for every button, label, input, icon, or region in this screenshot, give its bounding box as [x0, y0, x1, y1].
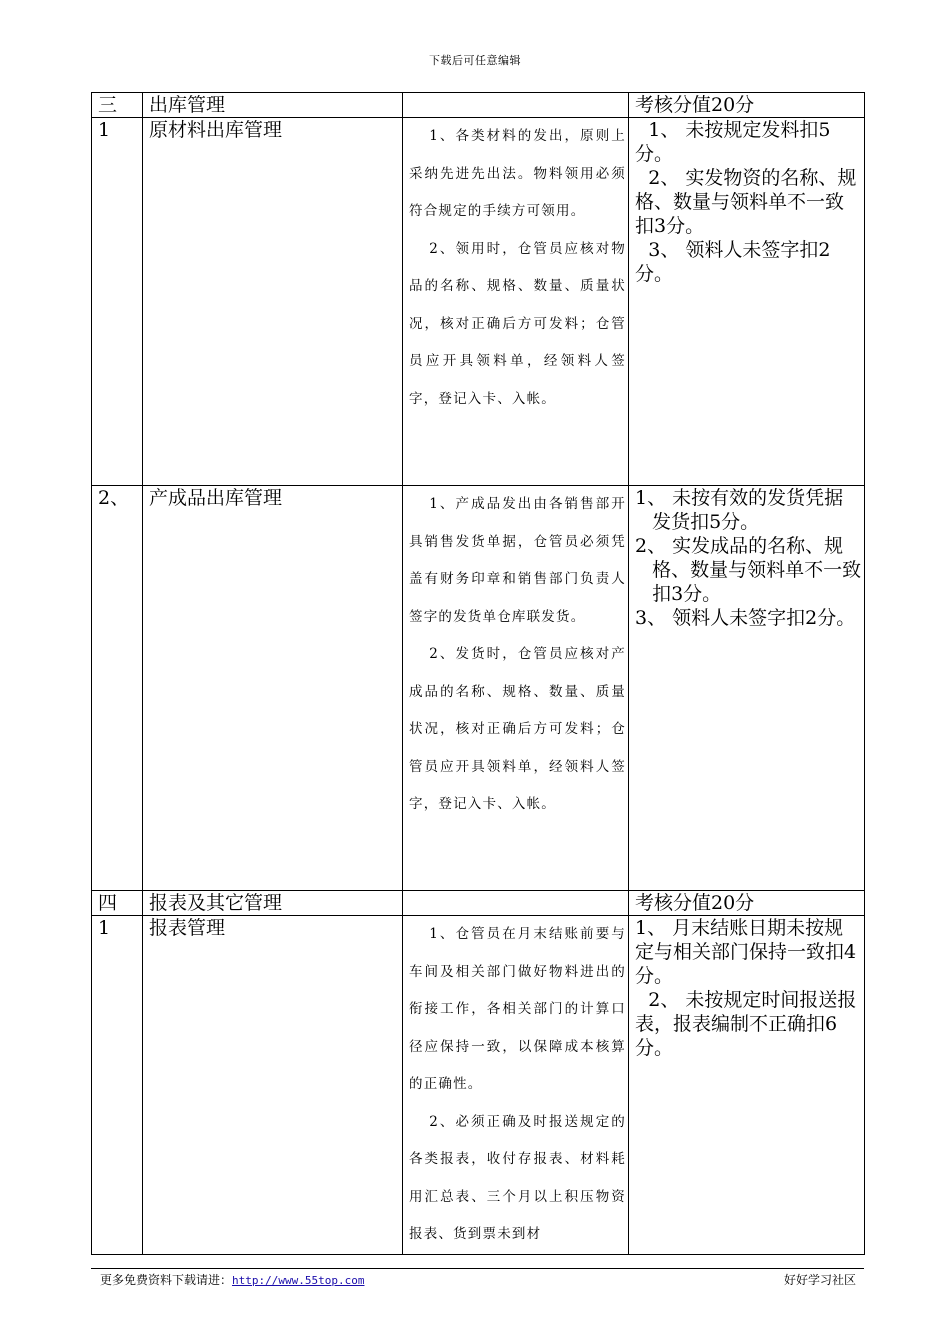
page-header-note: 下载后可任意编辑 [429, 54, 521, 67]
requirement-paragraph: 1、仓管员在月末结账前要与车间及相关部门做好物料进出的衔接工作，各相关部门的计算口径应保持一致，以保障成本核算的正确性。 [409, 926, 626, 1092]
section-title: 出库管理 [143, 93, 403, 118]
section-empty-cell [403, 891, 629, 916]
table-row [92, 118, 865, 486]
section-number: 四 [92, 891, 143, 916]
score-item: 1、 未按规定发料扣5分。 [635, 119, 831, 165]
row-scores [629, 118, 865, 486]
score-item: 2、 实发物资的名称、规格、数量与领料单不一致扣3分。 [635, 167, 857, 237]
section-number: 三 [92, 93, 143, 118]
row-number: 1 [92, 916, 143, 1255]
section-score: 考核分值20分 [629, 891, 865, 916]
row-scores [629, 916, 865, 1255]
row-title: 产成品出库管理 [143, 486, 403, 891]
section-score: 考核分值20分 [629, 93, 865, 118]
row-number: 2、 [92, 486, 143, 891]
score-item: 3、 领料人未签字扣2分。 [635, 239, 831, 285]
table-row [92, 486, 865, 891]
assessment-table [91, 92, 865, 1255]
row-number: 1 [92, 118, 143, 486]
footer-left [100, 1271, 364, 1288]
row-requirements [403, 916, 629, 1255]
section-empty-cell [403, 93, 629, 118]
section-title: 报表及其它管理 [143, 891, 403, 916]
footer-text: 更多免费资料下载请进： [100, 1273, 233, 1287]
row-title: 原材料出库管理 [143, 118, 403, 486]
score-item: 3、 领料人未签字扣2分。 [635, 607, 856, 629]
section-header-row [92, 891, 865, 916]
row-requirements [403, 118, 629, 486]
score-item: 2、 未按规定时间报送报表，报表编制不正确扣6分。 [635, 989, 857, 1059]
row-title: 报表管理 [143, 916, 403, 1255]
row-scores [629, 486, 865, 891]
requirement-paragraph: 1、产成品发出由各销售部开具销售发货单据，仓管员必须凭盖有财务印章和销售部门负责人签字的发货单仓库联发货。 [409, 496, 626, 625]
footer-right-text: 好好学习社区 [783, 1273, 856, 1287]
requirement-paragraph: 2、领用时，仓管员应核对物品的名称、规格、数量、质量状况，核对正确后方可发料；仓管员应开具领料单，经领料人签字，登记入卡、入帐。 [409, 240, 626, 407]
requirement-paragraph: 2、发货时，仓管员应核对产成品的名称、规格、数量、质量状况，核对正确后方可发料；仓管员应开具领料单，经领料人签字，登记入卡、入帐。 [409, 646, 626, 812]
section-header-row [92, 93, 865, 118]
footer-divider [91, 1268, 864, 1269]
requirement-paragraph: 2、必须正确及时报送规定的各类报表，收付存报表、材料耗用汇总表、三个月以上积压物资报表、货到票未到材 [409, 1113, 626, 1242]
score-item: 1、 月末结账日期未按规定与相关部门保持一致扣4分。 [635, 917, 857, 987]
row-requirements [403, 486, 629, 891]
footer-link[interactable]: http://www.55top.com [232, 1274, 365, 1287]
table-row [92, 916, 865, 1255]
score-item: 2、 实发成品的名称、规格、数量与领料单不一致扣3分。 [635, 535, 862, 605]
requirement-paragraph: 1、各类材料的发出，原则上采纳先进先出法。物料领用必须符合规定的手续方可领用。 [409, 128, 626, 219]
score-item: 1、 未按有效的发货凭据发货扣5分。 [635, 487, 844, 533]
